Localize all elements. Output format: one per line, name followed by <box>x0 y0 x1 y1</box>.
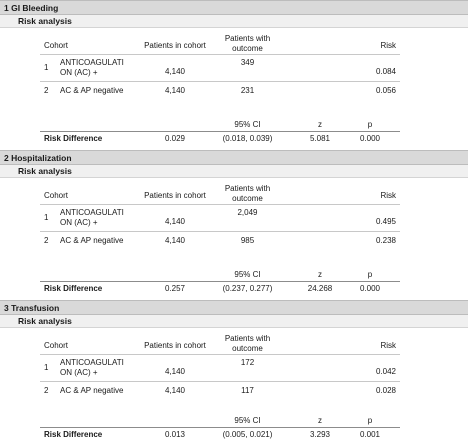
header-divider <box>40 204 400 205</box>
stats-header-z: z <box>318 120 322 129</box>
section-header <box>0 150 468 165</box>
row-patients-with-outcome: 231 <box>240 86 255 95</box>
risk-difference-z: 24.268 <box>307 284 333 293</box>
risk-difference-value: 0.257 <box>164 284 186 293</box>
risk-difference-ci: (0.018, 0.039) <box>222 134 273 143</box>
risk-difference-p: 0.000 <box>359 284 381 293</box>
row-cohort-name-line2: ON (AC) + <box>60 68 98 77</box>
row-patients-in-cohort: 4,140 <box>164 236 186 245</box>
row-cohort-name-line1: AC & AP negative <box>60 236 124 245</box>
col-header-cohort: Cohort <box>44 191 69 200</box>
row-patients-with-outcome: 349 <box>240 58 255 67</box>
col-header-cohort: Cohort <box>44 341 69 350</box>
subsection-title: Risk analysis <box>18 16 72 26</box>
section-title: 3 Transfusion <box>4 303 60 313</box>
row-cohort-name-line1: AC & AP negative <box>60 386 124 395</box>
col-header-patients-in-cohort: Patients in cohort <box>144 41 206 50</box>
header-divider <box>40 54 400 55</box>
row-patients-with-outcome: 117 <box>241 386 254 395</box>
row-patients-with-outcome: 985 <box>240 236 255 245</box>
col-header-patients-with-outcome-line1: Patients with <box>224 34 271 43</box>
row-cohort-name-line2: ON (AC) + <box>60 218 98 227</box>
row-cohort-name-line2: ON (AC) + <box>60 368 98 377</box>
risk-difference-p: 0.000 <box>359 134 381 143</box>
col-header-patients-with-outcome-line2: outcome <box>232 194 263 203</box>
col-header-risk: Risk <box>380 191 396 200</box>
row-divider <box>40 231 400 232</box>
stats-divider <box>40 131 400 132</box>
section-title: 1 GI Bleeding <box>4 3 59 13</box>
row-number: 2 <box>44 86 49 95</box>
stats-header-ci: 95% CI <box>234 270 261 279</box>
risk-difference-value: 0.029 <box>164 134 186 143</box>
col-header-patients-in-cohort: Patients in cohort <box>144 191 206 200</box>
col-header-patients-with-outcome-line2: outcome <box>232 44 263 53</box>
stats-header-z: z <box>318 416 322 425</box>
row-risk: 0.042 <box>375 367 396 376</box>
subsection-header <box>0 315 468 328</box>
row-risk: 0.238 <box>375 236 396 245</box>
row-cohort-name-line1: ANTICOAGULATI <box>60 358 124 367</box>
stats-divider <box>40 427 400 428</box>
col-header-patients-with-outcome-line2: outcome <box>232 344 263 353</box>
section-gi-bleeding <box>0 0 468 150</box>
stats-divider <box>40 281 400 282</box>
subsection-header <box>0 165 468 178</box>
subsection-title: Risk analysis <box>18 166 72 176</box>
risk-difference-z: 5.081 <box>309 134 331 143</box>
section-transfusion <box>0 300 468 443</box>
risk-difference-value: 0.013 <box>164 430 186 439</box>
risk-difference-ci: (0.237, 0.277) <box>222 284 273 293</box>
row-number: 2 <box>44 236 49 245</box>
section-header <box>0 0 468 15</box>
col-header-cohort: Cohort <box>44 41 69 50</box>
row-risk: 0.056 <box>375 86 396 95</box>
row-number: 1 <box>44 63 49 72</box>
stats-header-p: p <box>367 270 373 279</box>
section-title: 2 Hospitalization <box>4 153 72 163</box>
stats-header-z: z <box>318 270 322 279</box>
col-header-patients-in-cohort: Patients in cohort <box>144 341 206 350</box>
row-number: 1 <box>44 363 49 372</box>
row-divider <box>40 381 400 382</box>
section-header <box>0 300 468 315</box>
col-header-risk: Risk <box>380 41 396 50</box>
row-patients-in-cohort: 4,140 <box>164 367 186 376</box>
row-patients-with-outcome: 172 <box>240 358 255 367</box>
risk-difference-label: Risk Difference <box>44 134 103 143</box>
section-hospitalization <box>0 150 468 300</box>
risk-difference-z: 3.293 <box>309 430 331 439</box>
risk-difference-ci: (0.005, 0.021) <box>222 430 273 439</box>
risk-difference-label: Risk Difference <box>44 284 103 293</box>
col-header-patients-with-outcome-line1: Patients with <box>224 184 271 193</box>
row-risk: 0.495 <box>375 217 396 226</box>
row-number: 1 <box>44 213 49 222</box>
subsection-header <box>0 15 468 28</box>
stats-header-ci: 95% CI <box>234 416 261 425</box>
risk-difference-p: 0.001 <box>359 430 381 439</box>
row-risk: 0.028 <box>375 386 396 395</box>
header-divider <box>40 354 400 355</box>
row-cohort-name-line1: AC & AP negative <box>60 86 124 95</box>
row-risk: 0.084 <box>375 67 396 76</box>
row-patients-with-outcome: 2,049 <box>237 208 258 217</box>
stats-header-p: p <box>367 416 373 425</box>
subsection-title: Risk analysis <box>18 316 72 326</box>
row-cohort-name-line1: ANTICOAGULATI <box>60 58 124 67</box>
row-patients-in-cohort: 4,140 <box>164 67 186 76</box>
col-header-risk: Risk <box>380 341 396 350</box>
row-cohort-name-line1: ANTICOAGULATI <box>60 208 124 217</box>
stats-header-ci: 95% CI <box>234 120 261 129</box>
col-header-patients-with-outcome-line1: Patients with <box>224 334 271 343</box>
row-divider <box>40 81 400 82</box>
row-patients-in-cohort: 4,140 <box>164 217 186 226</box>
row-patients-in-cohort: 4,140 <box>164 386 186 395</box>
risk-difference-label: Risk Difference <box>44 430 103 439</box>
stats-header-p: p <box>367 120 373 129</box>
row-patients-in-cohort: 4,140 <box>164 86 186 95</box>
row-number: 2 <box>44 386 49 395</box>
